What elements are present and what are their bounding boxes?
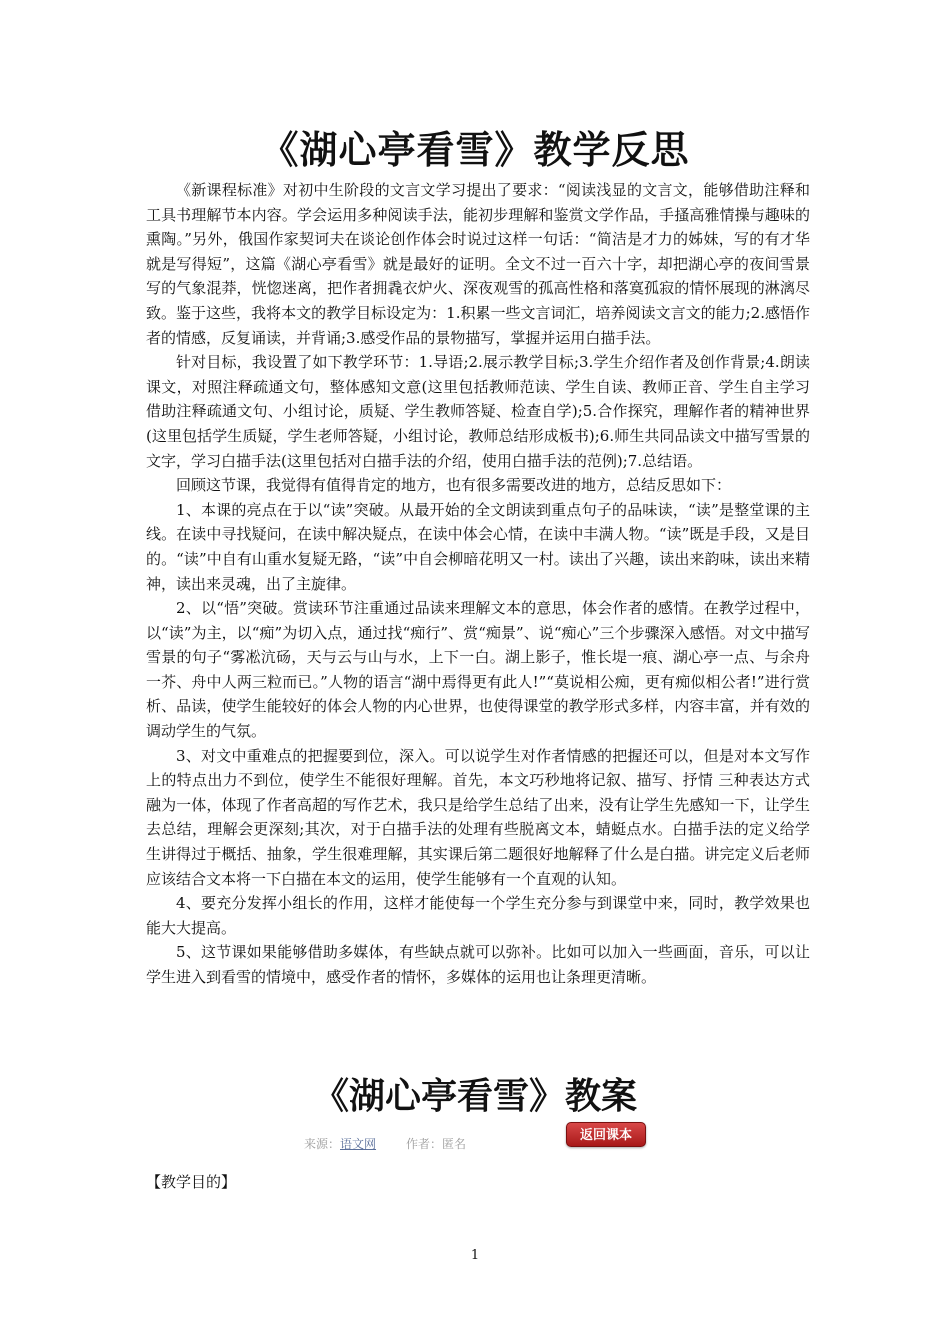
section-heading: 【教学目的】: [146, 1173, 237, 1191]
paragraph: 4、要充分发挥小组长的作用，这样才能使每一个学生充分参与到课堂中来，同时，教学效果也能大大提高。: [146, 894, 810, 937]
paragraph: 2、以“悟”突破。赏读环节注重通过品读来理解文本的意思，体会作者的感情。在教学过程中，以“读”为主，以“痴”为切入点，通过找“痴行”、赏“痴景”、说“痴心”三个步骤深入感悟。对文中描写雪景的句子“雾凇沆砀，天与云与山与水，上下一白。湖上影子，惟长堤一痕、湖心亭一点、与余舟一芥、舟中人两三粒而已。”人物的语言“湖中焉得更有此人!”“莫说相公痴，更有痴似相公者!”进行赏析、品读，使学生能较好的体会人物的内心世界，也使得课堂的教学形式多样，内容丰富，并有效的调动学生的气氛。: [146, 599, 810, 741]
page-number: 1: [470, 1248, 480, 1263]
source-link[interactable]: 语文网: [340, 1137, 377, 1151]
reflection-body: [146, 178, 810, 990]
source-label: 来源：: [304, 1137, 341, 1151]
author-label: 作者：: [406, 1137, 443, 1151]
page-title: 《湖心亭看雪》教学反思: [260, 128, 690, 172]
paragraph: 针对目标，我设置了如下教学环节：1.导语;2.展示教学目标;3.学生介绍作者及创作背景;4.朗读课文，对照注释疏通文句，整体感知文意(这里包括教师范读、学生自读、教师正音、学生自主学习借助注释疏通文句、小组讨论，质疑、学生教师答疑、检查自学);5.合作探究，理解作者的精神世界(这里包括学生质疑，学生老师答疑，小组讨论，教师总结形成板书);6.师生共同品读文中描写雪景的文字，学习白描手法(这里包括对白描手法的介绍，使用白描手法的范例);7.总结语。: [146, 353, 810, 470]
paragraph: 《新课程标准》对初中生阶段的文言文学习提出了要求：“阅读浅显的文言文，能够借助注释和工具书理解节本内容。学会运用多种阅读手法，能初步理解和鉴赏文学作品，手搔高雅情操与趣味的熏陶。”另外，俄国作家契诃夫在谈论创作体会时说过这样一句话：“简洁是才力的姊妹，写的有才华就是写得短”，这篇《湖心亭看雪》就是最好的证明。全文不过一百六十字，却把湖心亭的夜间雪景写的气象混莽，恍惚迷离，把作者拥毳衣炉火、深夜观雪的孤高性格和落寞孤寂的情怀展现的淋漓尽致。鉴于这些，我将本文的教学目标设定为：1.积累一些文言词汇，培养阅读文言文的能力;2.感悟作者的情感，反复诵读，并背诵;3.感受作品的景物描写，掌握并运用白描手法。: [146, 181, 810, 347]
paragraph: 3、对文中重难点的把握要到位，深入。可以说学生对作者情感的把握还可以，但是对本文写作上的特点出力不到位，使学生不能很好理解。首先，本文巧秒地将记叙、描写、抒情 三种表达方式融为一体，体现了作者高超的写作艺术，我只是给学生总结了出来，没有让学生先感知一下，让学生去总结，理解会更深刻;其次，对于白描手法的处理有些脱离文本，蜻蜓点水。白描手法的定义给学生讲得过于概括、抽象，学生很难理解，其实课后第二题很好地解释了什么是白描。讲完定义后老师应该结合文本将一下白描在本文的运用，使学生能够有一个直观的认知。: [146, 746, 810, 888]
lesson-plan-title: 《湖心亭看雪》教案: [312, 1076, 637, 1117]
paragraph: 1、本课的亮点在于以“读”突破。从最开始的全文朗读到重点句子的品味读，“读”是整堂课的主线。在读中寻找疑问，在读中解决疑点，在读中体会心情，在读中丰满人物。“读”既是手段，又是目的。“读”中自有山重水复疑无路，“读”中自会柳暗花明又一村。读出了兴趣，读出来韵味，读出来精神，读出来灵魂，出了主旋律。: [146, 500, 810, 593]
author-name: 匿名: [442, 1137, 467, 1151]
paragraph: 5、这节课如果能够借助多媒体，有些缺点就可以弥补。比如可以加入一些画面，音乐，可以让学生进入到看雪的情境中，感受作者的情怀，多媒体的运用也让条理更清晰。: [146, 943, 810, 986]
article-meta: [304, 1136, 466, 1152]
back-to-textbook-button[interactable]: 返回课本: [566, 1122, 646, 1147]
paragraph: 回顾这节课，我觉得有值得肯定的地方，也有很多需要改进的地方，总结反思如下：: [176, 476, 732, 495]
